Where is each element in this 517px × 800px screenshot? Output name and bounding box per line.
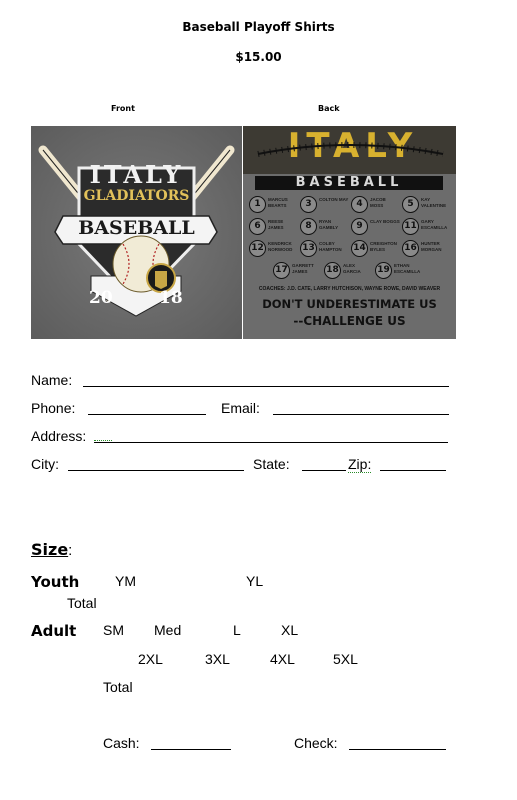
back-baseball-text: BASEBALL (295, 175, 403, 190)
size-med[interactable]: Med (154, 622, 182, 638)
player-number: 16 (402, 240, 419, 257)
player-number: 3 (300, 196, 317, 213)
player-name: KENDRICK NORWOOD (268, 241, 293, 252)
adult-total-label: Total (103, 679, 133, 695)
size-heading: Size: (31, 540, 73, 559)
slogan-line-1: DON'T UNDERESTIMATE US (262, 297, 437, 311)
player-entry (249, 194, 299, 214)
front-gladiators-text: GLADIATORS (83, 188, 190, 204)
email-label: Email: (221, 400, 260, 416)
name-input[interactable] (83, 386, 449, 387)
player-entry (249, 238, 299, 258)
player-entry (324, 260, 374, 280)
player-entry (402, 194, 452, 214)
player-number: 12 (249, 240, 266, 257)
player-entry (300, 238, 350, 258)
back-italy-text: ITALY (287, 126, 419, 166)
price: $15.00 (235, 50, 282, 64)
player-name: CREIGHTON BYLES (370, 241, 397, 252)
player-number: 11 (402, 218, 419, 235)
front-baseball-text: BASEBALL (78, 217, 195, 239)
player-number: 8 (300, 218, 317, 235)
youth-total-label: Total (67, 595, 97, 611)
player-number: 14 (351, 240, 368, 257)
coaches-text: COACHES: J.D. CATE, LARRY HUTCHISON, WAYNE ROWE, DAVID WEAVER (258, 286, 441, 292)
player-number: 9 (351, 218, 368, 235)
size-sm[interactable]: SM (103, 622, 124, 638)
phone-label: Phone: (31, 400, 76, 416)
front-italy-text: ITALY (89, 160, 184, 189)
player-number: 1 (249, 196, 266, 213)
page-title: Baseball Playoff Shirts (182, 20, 335, 34)
player-number: 18 (324, 262, 341, 279)
player-entry (402, 238, 452, 258)
player-entry (351, 194, 401, 214)
address-input[interactable] (94, 442, 448, 443)
check-input[interactable] (349, 749, 446, 750)
player-name: GARY ESCAMILLA (421, 219, 448, 230)
player-name: CLAY BOGGS (370, 219, 400, 224)
player-entry (249, 216, 299, 236)
player-number: 4 (351, 196, 368, 213)
front-year-right: 18 (159, 288, 183, 308)
player-name: ETHAN ESCAMILLA (394, 263, 421, 274)
player-entry (273, 260, 323, 280)
check-label: Check: (294, 735, 338, 751)
size-yl[interactable]: YL (246, 573, 264, 589)
back-label: Back (318, 104, 340, 113)
player-entry (300, 216, 350, 236)
shirt-back-image (243, 126, 456, 339)
adult-label: Adult (31, 622, 77, 640)
size-2xl[interactable]: 2XL (138, 651, 163, 667)
state-label: State: (253, 456, 290, 472)
front-year-left: 20 (89, 288, 113, 308)
player-number: 13 (300, 240, 317, 257)
size-xl[interactable]: XL (281, 622, 299, 638)
state-input[interactable] (302, 470, 346, 471)
player-number: 6 (249, 218, 266, 235)
address-label: Address: (31, 428, 87, 444)
youth-label: Youth (31, 573, 80, 591)
player-entry (402, 216, 452, 236)
player-entry (351, 216, 401, 236)
player-entry (300, 194, 350, 214)
name-label: Name: (31, 372, 73, 388)
player-name: KAY VALENTINE (421, 197, 447, 208)
player-name: GARRETT JAMES (292, 263, 314, 274)
player-name: JACOB MOSS (370, 197, 386, 208)
cash-label: Cash: (103, 735, 140, 751)
size-ym[interactable]: YM (115, 573, 136, 589)
front-label: Front (111, 104, 135, 113)
zip-input[interactable] (380, 470, 446, 471)
size-l[interactable]: L (233, 622, 241, 638)
size-5xl[interactable]: 5XL (333, 651, 358, 667)
zip-label: Zip: (348, 456, 372, 472)
phone-input[interactable] (88, 414, 206, 415)
size-4xl[interactable]: 4XL (270, 651, 295, 667)
player-name: HUNTER MORGAN (421, 241, 442, 252)
shirt-front-image (31, 126, 242, 339)
size-3xl[interactable]: 3XL (205, 651, 230, 667)
player-name: RYAN GAMBLY (319, 219, 339, 230)
slogan-line-2: --CHALLENGE US (293, 314, 406, 328)
email-input[interactable] (273, 414, 449, 415)
player-name: COLTON MAY (319, 197, 349, 202)
player-number: 5 (402, 196, 419, 213)
player-name: REESE JAMES (268, 219, 284, 230)
player-name: COLBY HAMPTON (319, 241, 342, 252)
player-name: MARCUS BEARTS (268, 197, 288, 208)
player-name: ALEX GARCIA (343, 263, 361, 274)
stitch-icon (243, 140, 456, 160)
player-number: 19 (375, 262, 392, 279)
player-entry (351, 238, 401, 258)
cash-input[interactable] (151, 749, 231, 750)
player-number: 17 (273, 262, 290, 279)
city-input[interactable] (68, 470, 244, 471)
city-label: City: (31, 456, 59, 472)
player-entry (375, 260, 425, 280)
